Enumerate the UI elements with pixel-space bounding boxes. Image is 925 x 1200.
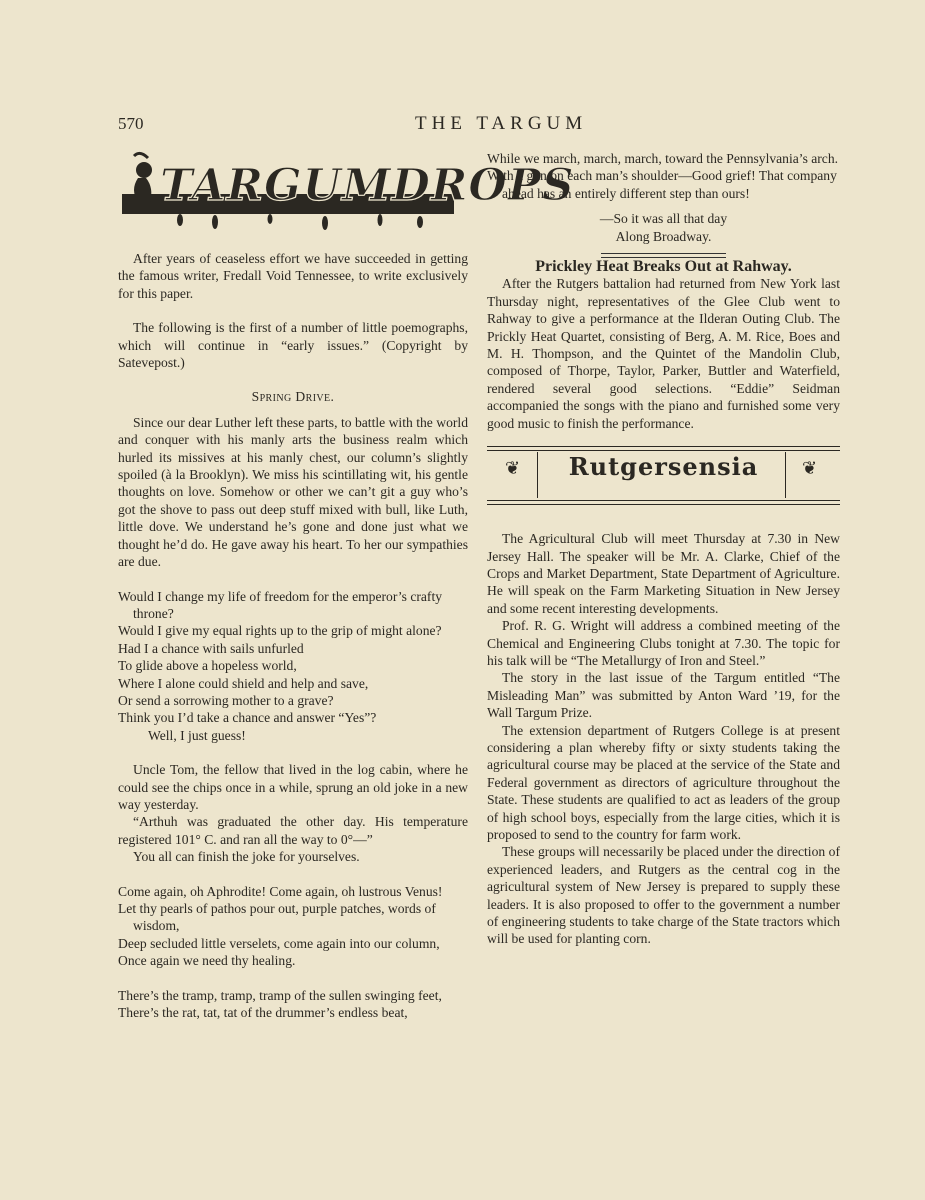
section-rule xyxy=(601,253,726,254)
poemographs-paragraph: The following is the first of a number of little poemographs, which will continue in “early issues.” (Copyright by Satevepost.) xyxy=(118,320,468,371)
intro-paragraph: After years of ceaseless effort we have succeeded in getting the famous writer, Fredall Void Tennessee, to write exclusively for this paper. xyxy=(118,251,468,301)
left-column xyxy=(118,250,468,1021)
verse-continuation xyxy=(487,150,840,202)
verse-stanza-2 xyxy=(118,883,468,970)
logo-lettering: TARGUMDROPS xyxy=(160,160,575,211)
wright-paragraph: Prof. R. G. Wright will address a combined meeting of the Chemical and Engineering Clubs tonight at 7.30. The topic for his talk will be “The Metallurgy of Iron and Steel.” xyxy=(487,618,840,668)
verse-end-line: —So it was all that day xyxy=(599,211,728,227)
banner-rule-top xyxy=(487,450,840,451)
verse-line: Had I a chance with sails unfurled xyxy=(118,640,304,656)
agricultural-club-paragraph: The Agricultural Club will meet Thursday at 7.30 in New Jersey Hall. The speaker will be Mr. A. Clarke, Chief of the Crops and Market Department, State Department of Agriculture. He will speak on the Farm Marketing Situation in New Jersey and some recent interesting developments. xyxy=(487,531,840,616)
rutgersensia-heading: Rutgersensia xyxy=(568,452,759,482)
verse-line: Would I change my life of freedom for the emperor’s crafty throne? xyxy=(118,588,443,621)
banner-rule-bottom xyxy=(487,500,840,501)
banner-rule-top xyxy=(487,446,840,447)
verse-line: There’s the rat, tat, tat of the drummer’s endless beat, xyxy=(118,1005,408,1021)
verse-end-line: Along Broadway. xyxy=(615,228,712,244)
verse-line: Come again, oh Aphrodite! Come again, oh lustrous Venus! xyxy=(118,883,443,899)
verse-line: Think you I’d take a chance and answer “Yes”? xyxy=(118,710,377,726)
page-number: 570 xyxy=(118,114,144,133)
verse-stanza-3 xyxy=(118,987,468,1022)
verse-line: With a gun on each man’s shoulder—Good grief! That company ahead has an entirely different step than ours! xyxy=(487,168,837,201)
verse-line-end: Well, I just guess! xyxy=(148,727,246,743)
verse-line: There’s the tramp, tramp, tramp of the sullen swinging feet, xyxy=(118,987,442,1003)
verse-line: To glide above a hopeless world, xyxy=(118,658,297,674)
spring-drive-paragraph: Since our dear Luther left these parts, to battle with the world and conquer with his manly arts the business realm which hurled its missives at his manly chest, our column’s slightly spoiled (à la Brooklyn). We miss his scintillating wit, his gentle thoughts on love. Somehow or other we can’t git a guy who’s got the shove to pass out deep stuff mixed with bull, like Luth, little dove. We understand he’s gone and done just what we thought he’d do. He gave away his heart. To her our sympathies are due. xyxy=(118,414,468,570)
verse-line: Where I alone could shield and help and save, xyxy=(118,675,369,691)
uncle-tom-paragraph: Uncle Tom, the fellow that lived in the log cabin, where he could see the chips once in a while, sprung an old joke in a new way yesterday. xyxy=(118,762,468,812)
fleuron-icon: ❦ xyxy=(505,458,521,479)
right-column xyxy=(487,150,840,948)
verse-line: Would I give my equal rights up to the grip of might alone? xyxy=(118,623,442,639)
verse-line: While we march, march, march, toward the Pennsylvania’s arch. xyxy=(487,151,839,166)
verse-line: Let thy pearls of pathos pour out, purple patches, words of wisdom, xyxy=(118,901,436,934)
running-head: THE TARGUM xyxy=(415,113,588,134)
targumdrops-logo xyxy=(120,150,575,230)
rutgersensia-banner xyxy=(487,438,840,510)
finish-paragraph: You all can finish the joke for yourselves. xyxy=(133,849,360,865)
extension-paragraph: The extension department of Rutgers College is at present considering a plan whereby fifty or sixty students taking the agricultural course may be placed at the service of the State and Federal government as directors of agriculture throughout the State. These students are qualified to act as leaders of the group of high school boys, especially from the large cities, which it is proposed to send to the country for farm work. xyxy=(487,722,840,842)
verse-stanza-1 xyxy=(118,588,468,745)
verse-line: Deep secluded little verselets, come again into our column, xyxy=(118,935,440,951)
fleuron-icon: ❦ xyxy=(802,458,818,479)
prickley-heat-headline: Prickley Heat Breaks Out at Rahway. xyxy=(535,258,792,276)
banner-rule-bottom xyxy=(487,504,840,505)
prickley-heat-paragraph: After the Rutgers battalion had returned from New York last Thursday night, representatives of the Glee Club went to Rahway to give a performance at the Ilderan Outing Club. The Prickly Heat Quartet, consisting of Berg, A. M. Rice, Boes and M. H. Thompson, and the Quintet of the Mandolin Club, composed of Thorpe, Taylor, Parker, Buttler and Waterfield, rendered several good selections. “Eddie” Seidman accompanied the songs with the piano and furnished some very good music to finish the performance. xyxy=(487,276,840,431)
spring-drive-title: Spring Drive. xyxy=(251,389,335,405)
arthuh-paragraph: “Arthuh was graduated the other day. His temperature registered 101° C. and ran all the way to 0°—” xyxy=(118,814,468,847)
groups-paragraph: These groups will necessarily be placed under the direction of experienced leaders, and Rutgers as the central cog in the agricultural system of New Jersey is prepared to supply these leaders. It is also proposed to offer to the government a number of engineering students to take charge of the State tractors which will be used for planting corn. xyxy=(487,844,840,947)
story-paragraph: The story in the last issue of the Targum entitled “The Misleading Man” was submitted by Anton Ward ’19, for the Wall Targum Prize. xyxy=(487,670,840,721)
verse-line: Or send a sorrowing mother to a grave? xyxy=(118,692,334,708)
verse-line: Once again we need thy healing. xyxy=(118,953,296,969)
